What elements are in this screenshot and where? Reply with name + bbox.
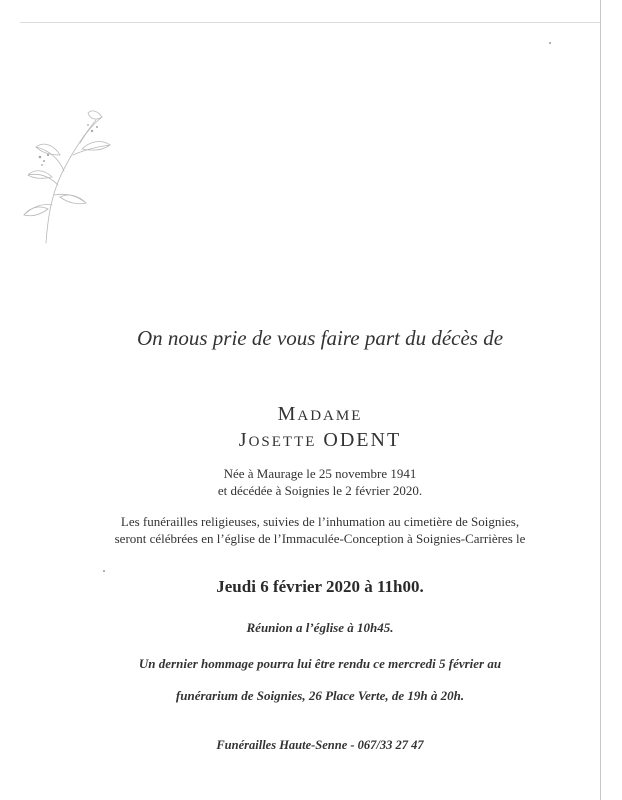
lily-branch-icon <box>18 95 118 245</box>
ceremony-date: Jeudi 6 février 2020 à 11h00. <box>216 577 424 596</box>
funeral-line-1: Les funérailles religieuses, suivies de l’inhumation au cimetière de Soignies, <box>120 514 520 529</box>
funeral-info <box>40 513 600 547</box>
reunion-time: Réunion a l’église à 10h45. <box>246 620 394 635</box>
death-line: et décédée à Soignies le 2 février 2020. <box>217 483 423 498</box>
funeral-home-contact: Funérailles Haute-Senne - 067/33 27 47 <box>216 738 424 752</box>
funeral-line-2: seront célébrées en l’église de l’Immaculée-Conception à Soignies-Carrières le <box>114 531 526 546</box>
hommage-line-1: Un dernier hommage pourra lui être rendu ce mercredi 5 février au <box>138 656 502 671</box>
deceased-name <box>40 402 600 454</box>
first-name-rest: OSETTE <box>248 434 317 450</box>
page-border-right <box>600 0 601 800</box>
paper-speck <box>103 570 105 572</box>
page-border-top <box>20 22 600 23</box>
paper-speck <box>549 42 551 44</box>
birth-line: Née à Maurage le 25 novembre 1941 <box>223 466 417 481</box>
first-name-initial: J <box>238 429 249 451</box>
hommage-line-2: funérarium de Soignies, 26 Place Verte, de 19h à 20h. <box>175 688 465 703</box>
title-rest: ADAME <box>297 408 363 424</box>
name-line <box>40 428 600 454</box>
surname: ODENT <box>323 429 402 451</box>
birth-death-info <box>40 465 600 499</box>
title-initial: M <box>277 403 298 425</box>
intro-text: On nous prie de vous faire part du décès de <box>136 326 504 350</box>
title-line <box>40 402 600 428</box>
